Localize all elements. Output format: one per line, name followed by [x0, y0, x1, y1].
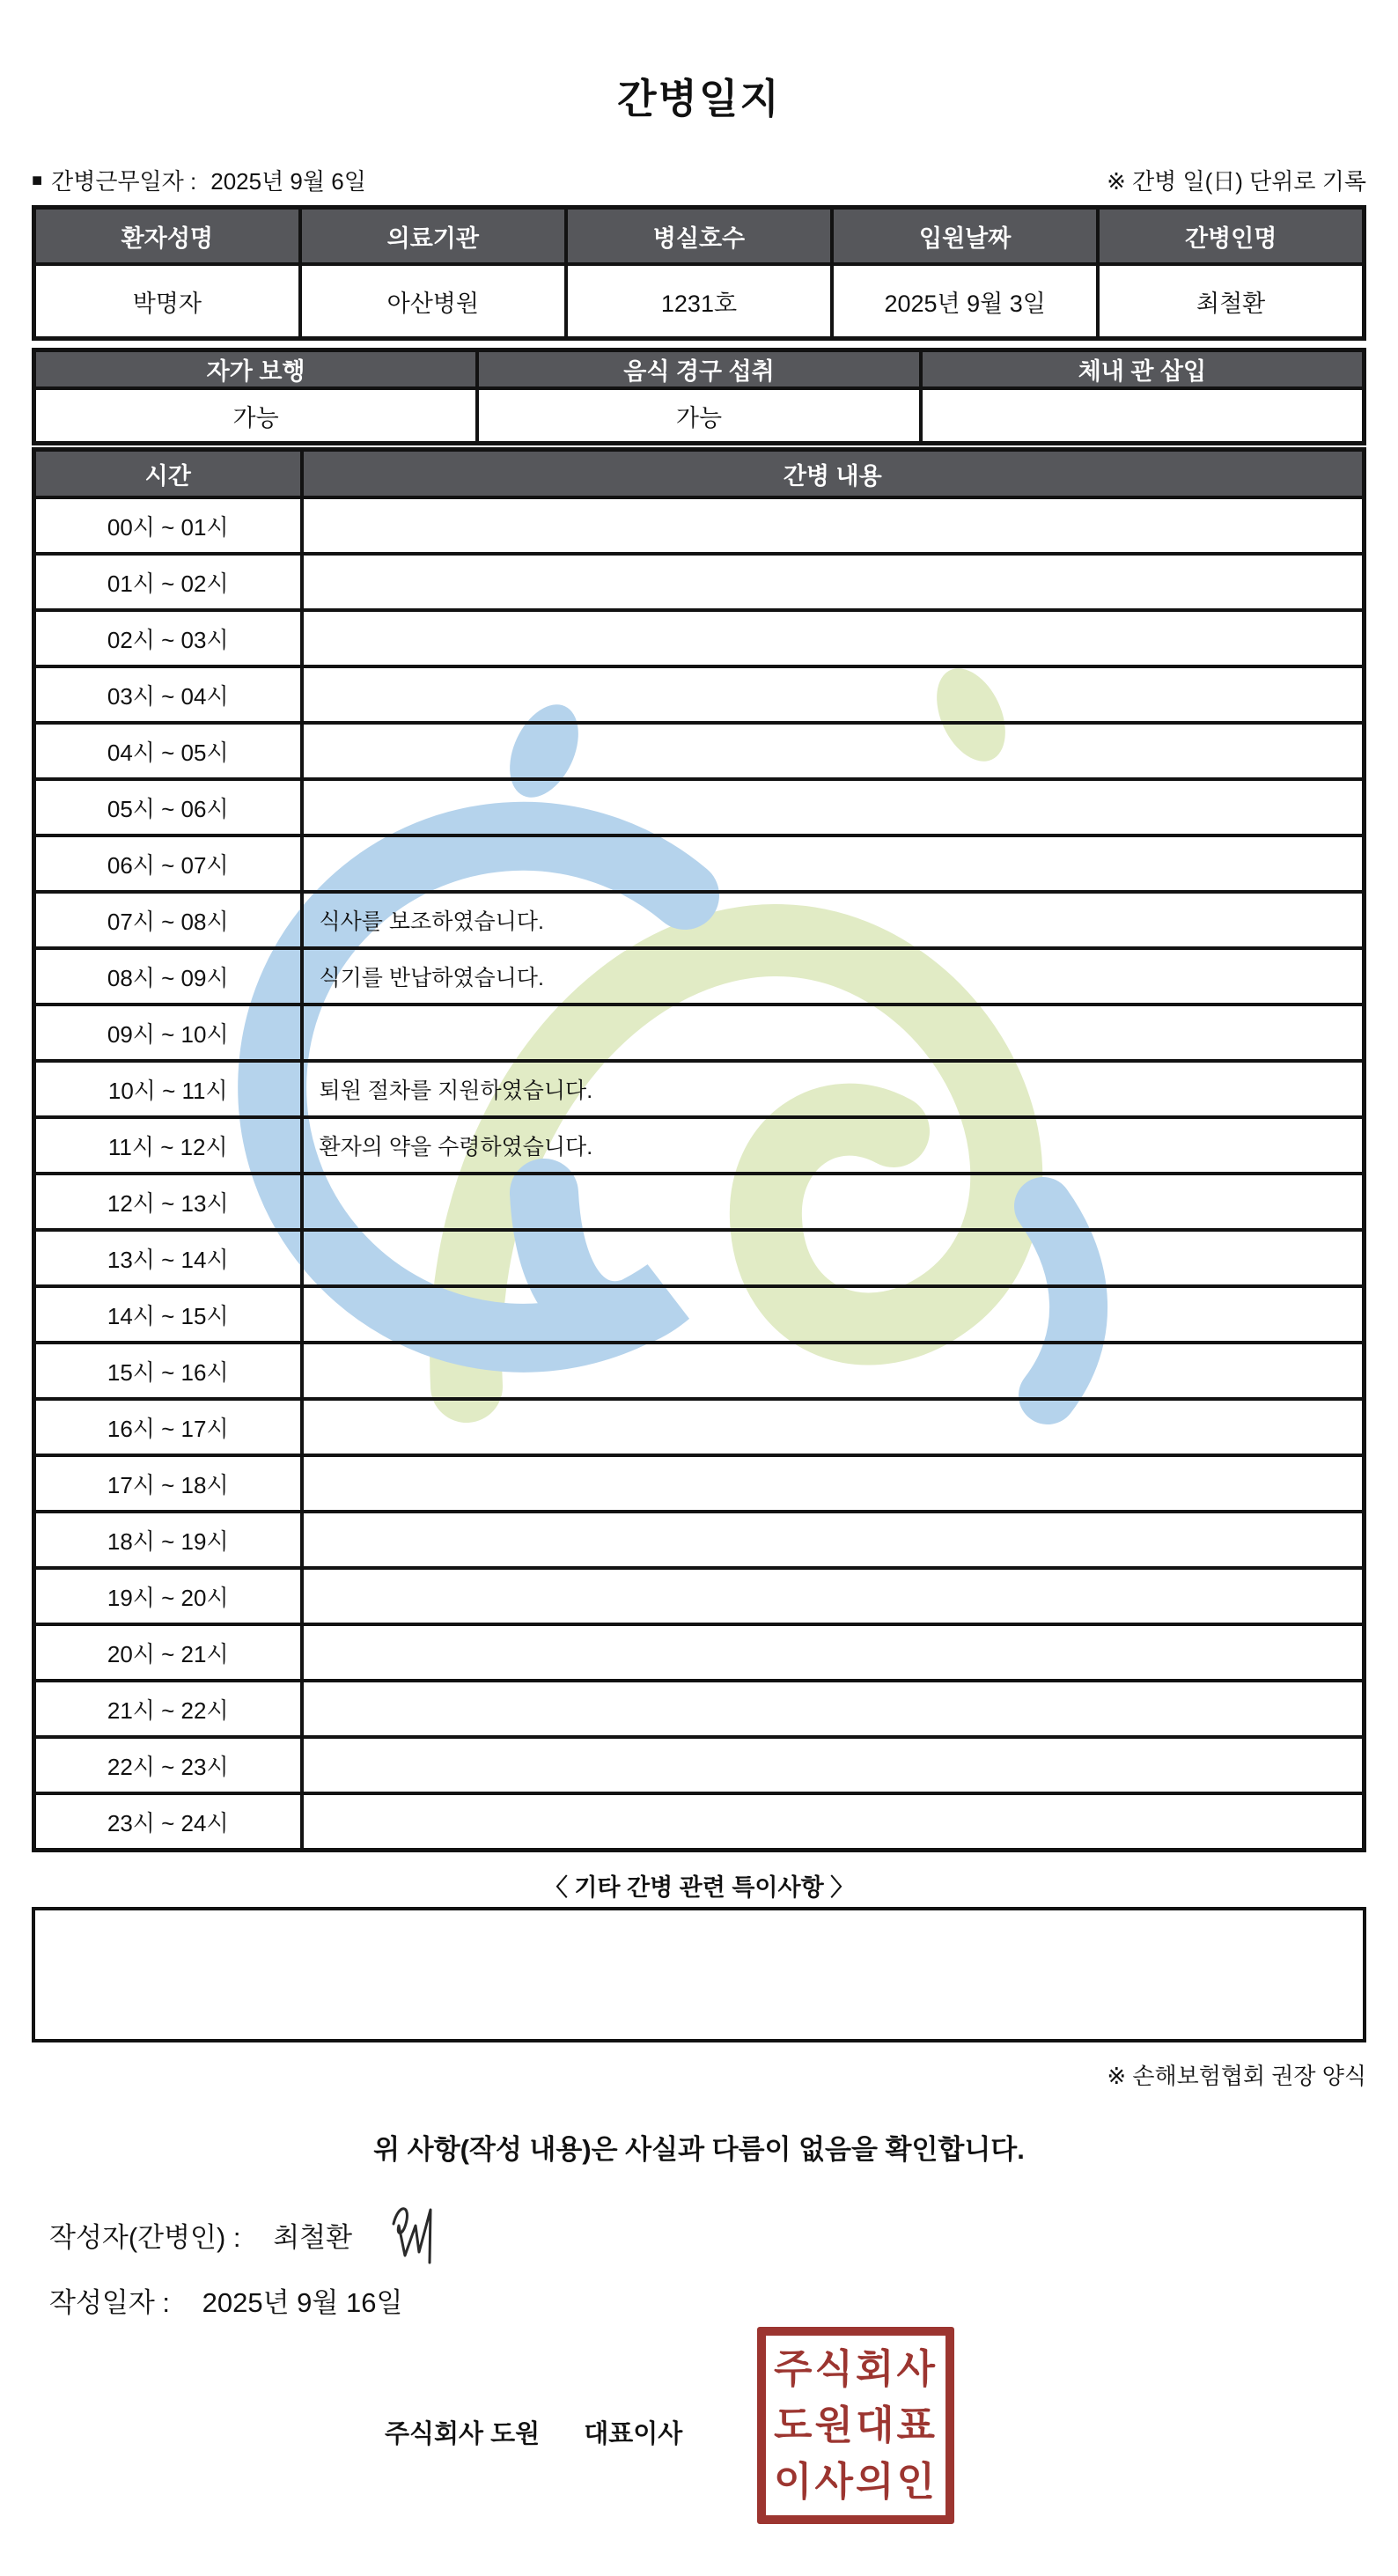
special-notes-heading: 〈 기타 간병 관련 특이사항 〉 [543, 1874, 855, 1901]
patient-value-cell: 최철환 [1098, 264, 1364, 339]
care-log-time-cell: 19시 ~ 20시 [34, 1568, 302, 1624]
care-log-content-cell [302, 779, 1365, 835]
care-log-time-cell: 17시 ~ 18시 [34, 1455, 302, 1512]
patient-header-cell: 의료기관 [300, 208, 566, 265]
patient-value-cell: 2025년 9월 3일 [832, 264, 1098, 339]
care-log-row [34, 1681, 1365, 1737]
company-line [385, 2414, 682, 2450]
patient-header-cell: 입원날짜 [832, 208, 1098, 265]
condition-header-cell: 음식 경구 섭취 [477, 350, 921, 389]
care-log-row [34, 1230, 1365, 1286]
care-log-content-cell [302, 1681, 1365, 1737]
patient-header-row [34, 208, 1365, 265]
condition-value-cell [921, 388, 1365, 444]
care-log-time-cell: 15시 ~ 16시 [34, 1343, 302, 1399]
care-log-content-cell [302, 1343, 1365, 1399]
patient-header-cell: 간병인명 [1098, 208, 1364, 265]
patient-value-cell: 박명자 [34, 264, 300, 339]
care-log-content-cell [302, 1568, 1365, 1624]
written-date-value: 2025년 9월 16일 [202, 2287, 403, 2318]
condition-header-cell: 체내 관 삽입 [921, 350, 1365, 389]
care-log-row [34, 1343, 1365, 1399]
care-log-time-cell: 12시 ~ 13시 [34, 1174, 302, 1230]
care-log-row [34, 779, 1365, 835]
care-log-content-cell [302, 723, 1365, 779]
care-log-content-cell: 환자의 약을 수령하였습니다. [302, 1117, 1365, 1174]
care-log-time-cell: 00시 ~ 01시 [34, 497, 302, 554]
seal-text-line: 도원대표 [774, 2403, 938, 2447]
care-log-time-cell: 07시 ~ 08시 [34, 892, 302, 948]
care-log-content-cell [302, 1399, 1365, 1455]
care-log-row [34, 497, 1365, 554]
care-log-content-cell [302, 554, 1365, 610]
care-log-row [34, 1399, 1365, 1455]
condition-header-cell: 자가 보행 [34, 350, 478, 389]
care-log-content-cell [302, 1512, 1365, 1568]
patient-value-cell: 1231호 [566, 264, 832, 339]
written-date-label: 작성일자 : [49, 2287, 171, 2318]
care-log-content-cell [302, 835, 1365, 892]
care-log-time-cell: 16시 ~ 17시 [34, 1399, 302, 1455]
care-log-row [34, 1455, 1365, 1512]
condition-value-cell: 가능 [477, 388, 921, 444]
care-log-time-cell: 11시 ~ 12시 [34, 1117, 302, 1174]
work-date [32, 164, 366, 196]
square-bullet-icon: ■ [32, 170, 43, 190]
handwritten-signature [385, 2199, 446, 2273]
care-log-row [34, 1117, 1365, 1174]
patient-value-cell: 아산병원 [300, 264, 566, 339]
condition-table [32, 348, 1366, 445]
care-log-header-row [34, 450, 1365, 498]
care-log-row [34, 1737, 1365, 1793]
care-log-time-cell: 14시 ~ 15시 [34, 1286, 302, 1343]
care-log-content-cell [302, 497, 1365, 554]
care-log-row [34, 554, 1365, 610]
care-log-content-cell [302, 1624, 1365, 1681]
care-log-time-cell: 06시 ~ 07시 [34, 835, 302, 892]
care-log-time-cell: 18시 ~ 19시 [34, 1512, 302, 1568]
care-log-row [34, 1512, 1365, 1568]
page-title: 간병일지 [617, 76, 781, 121]
writer-label: 작성자(간병인) : [49, 2222, 241, 2253]
time-column-header: 시간 [34, 450, 302, 498]
care-log-time-cell: 21시 ~ 22시 [34, 1681, 302, 1737]
unit-note: ※ 간병 일(日) 단위로 기록 [1107, 168, 1366, 195]
care-log-time-cell: 02시 ~ 03시 [34, 610, 302, 666]
care-log-row [34, 1568, 1365, 1624]
care-log-row [34, 723, 1365, 779]
care-log-content-cell: 퇴원 절차를 지원하였습니다. [302, 1061, 1365, 1117]
patient-info-table [32, 205, 1366, 341]
patient-header-cell: 병실호수 [566, 208, 832, 265]
work-date-value: 2025년 9월 6일 [210, 168, 366, 195]
patient-header-cell: 환자성명 [34, 208, 300, 265]
care-log-content-cell [302, 1005, 1365, 1061]
care-log-row [34, 835, 1365, 892]
content-column-header: 간병 내용 [302, 450, 1365, 498]
condition-header-row [34, 350, 1365, 389]
care-log-time-cell: 08시 ~ 09시 [34, 948, 302, 1005]
care-log-content-cell: 식사를 보조하였습니다. [302, 892, 1365, 948]
work-date-label: 간병근무일자 : [51, 168, 197, 195]
care-log-time-cell: 20시 ~ 21시 [34, 1624, 302, 1681]
company-name: 주식회사 도원 [385, 2420, 541, 2448]
condition-value-row [34, 388, 1365, 444]
care-log-row [34, 1061, 1365, 1117]
care-log-time-cell: 22시 ~ 23시 [34, 1737, 302, 1793]
special-notes-box [32, 1907, 1366, 2042]
care-log-content-cell [302, 1737, 1365, 1793]
company-representative-title: 대표이사 [584, 2420, 683, 2448]
writer-name: 최철환 [273, 2222, 353, 2253]
care-log-time-cell: 01시 ~ 02시 [34, 554, 302, 610]
care-log-row [34, 1174, 1365, 1230]
care-log-time-cell: 09시 ~ 10시 [34, 1005, 302, 1061]
care-log-row [34, 610, 1365, 666]
patient-value-row [34, 264, 1365, 339]
care-log-content-cell [302, 1286, 1365, 1343]
care-log-content-cell: 식기를 반납하였습니다. [302, 948, 1365, 1005]
care-log-content-cell [302, 1230, 1365, 1286]
care-log-table [32, 447, 1366, 1852]
care-log-time-cell: 13시 ~ 14시 [34, 1230, 302, 1286]
care-log-row [34, 1793, 1365, 1851]
recommended-form-note: ※ 손해보험협회 권장 양식 [1107, 2063, 1366, 2089]
corporate-seal-stamp [757, 2327, 954, 2524]
care-log-content-cell [302, 666, 1365, 723]
care-log-row [34, 892, 1365, 948]
written-date-line [49, 2280, 402, 2320]
care-log-row [34, 666, 1365, 723]
care-log-content-cell [302, 1793, 1365, 1851]
care-log-row [34, 1624, 1365, 1681]
care-log-time-cell: 05시 ~ 06시 [34, 779, 302, 835]
seal-text-line: 주식회사 [774, 2346, 938, 2391]
care-log-content-cell [302, 1455, 1365, 1512]
condition-value-cell: 가능 [34, 388, 478, 444]
seal-text-line: 이사의인 [774, 2459, 938, 2504]
care-log-time-cell: 03시 ~ 04시 [34, 666, 302, 723]
care-log-row [34, 1005, 1365, 1061]
care-log-time-cell: 23시 ~ 24시 [34, 1793, 302, 1851]
writer-line [49, 2215, 352, 2255]
care-log-row [34, 948, 1365, 1005]
confirmation-statement: 위 사항(작성 내용)은 사실과 다름이 없음을 확인합니다. [373, 2134, 1025, 2165]
care-log-content-cell [302, 610, 1365, 666]
care-log-content-cell [302, 1174, 1365, 1230]
care-log-time-cell: 10시 ~ 11시 [34, 1061, 302, 1117]
care-log-row [34, 1286, 1365, 1343]
meta-row [32, 164, 1366, 196]
care-log-time-cell: 04시 ~ 05시 [34, 723, 302, 779]
